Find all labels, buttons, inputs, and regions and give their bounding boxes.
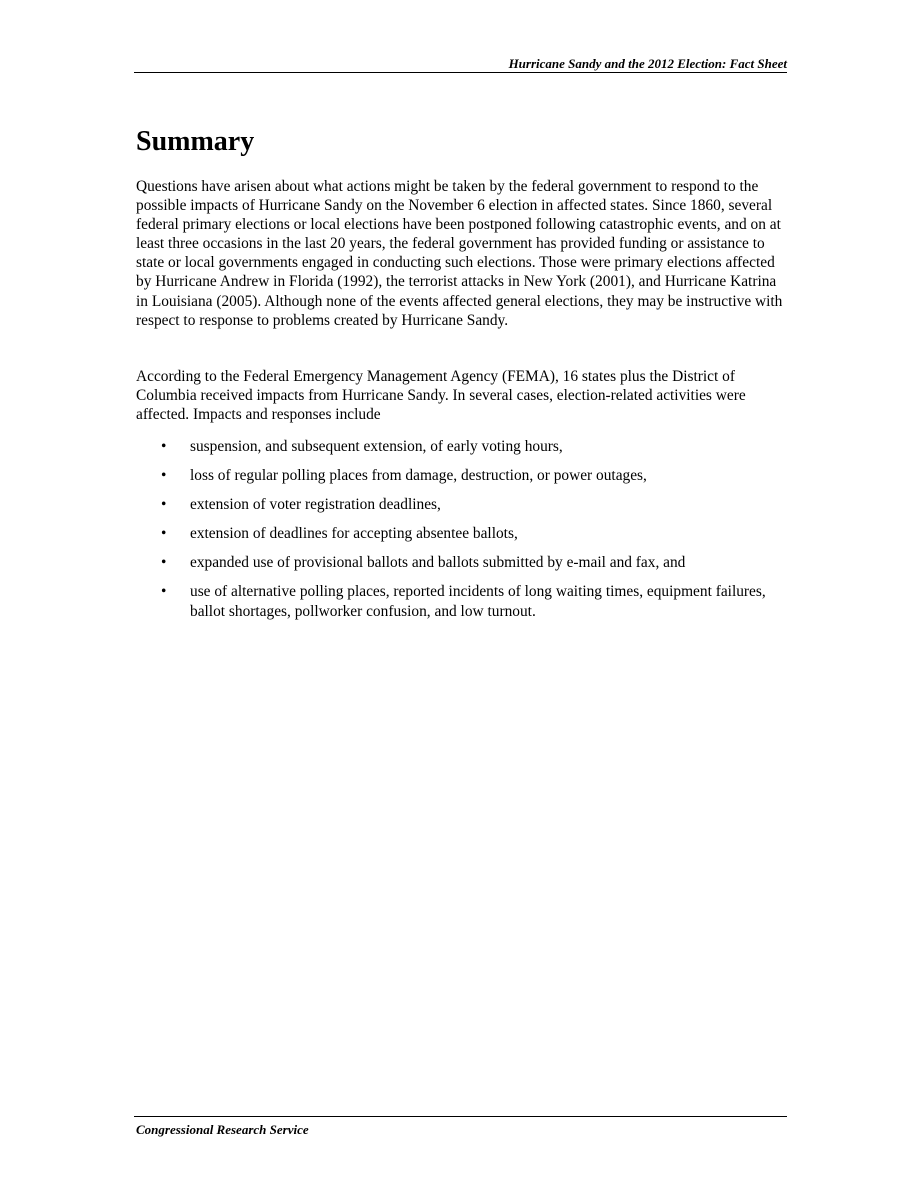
list-item [136,437,776,456]
running-footer [134,1116,787,1138]
list-item-text: suspension, and subsequent extension, of early voting hours, [190,438,563,455]
list-item [136,495,776,514]
list-item-text: expanded use of provisional ballots and ballots submitted by e-mail and fax, and [190,554,686,572]
page-title: Summary [136,126,255,157]
running-header [134,55,787,73]
bullet-icon: • [161,525,167,543]
summary-paragraph-2: According to the Federal Emergency Management Agency (FEMA), 16 states plus the District of Columbia received impacts from Hurricane Sandy. In several cases, election-related activities were affected. Impacts and responses include [136,368,746,424]
list-item-text: loss of regular polling places from damage, destruction, or power outages, [190,467,647,485]
list-item [136,466,776,485]
bullet-icon: • [161,438,167,455]
summary-paragraph-1: Questions have arisen about what actions might be taken by the federal government to respond to the possible impacts of Hurricane Sandy on the November 6 election in affected states. Since 1860, several federal primary elections or local elections have been postponed following catastrophic events, and on at least three occasions in the last 20 years, the federal government has provided funding or assistance to state or local governments engaged in conducting such elections. Those were primary elections affected by Hurricane Andrew in Florida (1992), the terrorist attacks in New York (2001), and Hurricane Katrina in Louisiana (2005). Although none of the events affected general elections, they may be instructive with respect to response to problems created by Hurricane Sandy. [136,178,783,329]
bullet-icon: • [161,583,167,601]
footer-organization: Congressional Research Service [136,1122,309,1137]
list-item-text: use of alternative polling places, reported incidents of long waiting times, equipment failures, ballot shortages, pollworker confusion, and low turnout. [190,583,766,620]
impacts-bullet-list [136,437,776,631]
list-item [136,524,776,543]
bullet-icon: • [161,467,167,485]
list-item-text: extension of deadlines for accepting absentee ballots, [190,525,518,543]
list-item [136,553,776,572]
list-item [136,582,776,620]
bullet-icon: • [161,496,167,514]
list-item-text: extension of voter registration deadlines, [190,496,441,514]
running-header-title: Hurricane Sandy and the 2012 Election: Fact Sheet [508,56,787,71]
bullet-icon: • [161,554,167,572]
